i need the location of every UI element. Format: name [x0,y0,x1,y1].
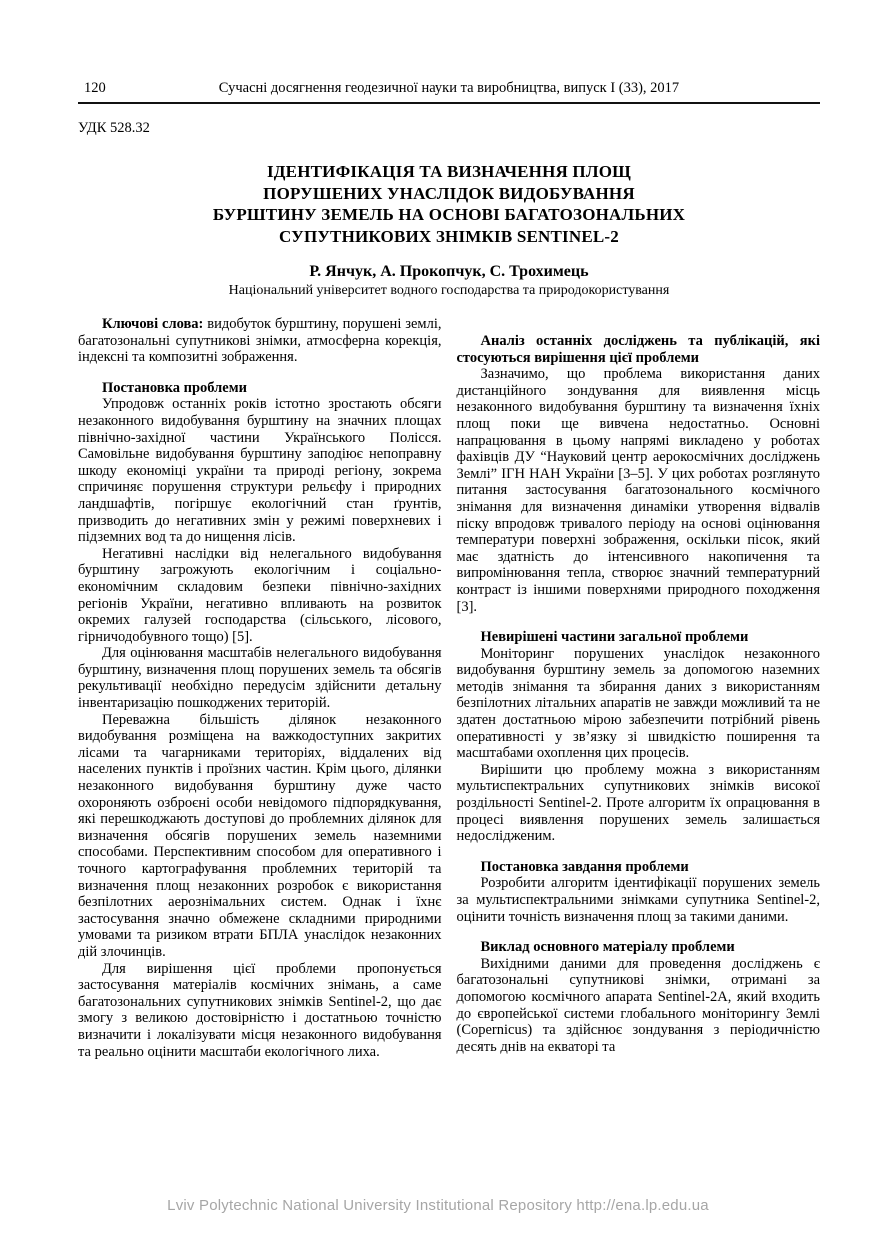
journal-title: Сучасні досягнення геодезичної науки та виробництва, випуск І (33), 2017 [218,80,680,96]
section-heading-task-statement: Постановка завдання проблеми [480,858,689,875]
running-head [78,80,820,104]
section-heading-recent-research: Аналіз останніх досліджень та публікацій, які стосуються вирішення цієї проблеми [456,333,820,366]
affiliation: Національний університет водного господарства та природокористування [228,283,670,298]
column-left [78,316,442,1060]
paragraph: Моніторинг порушених унаслідок незаконного видобування бурштину земель за допомогою наземних методів знімання та збирання даних з використанням безпілотних літальних апаратів не завжди можливий та не здатен достатньою мірою забезпечити потрібний рівень оперативності у зв’язку зі швидкістю поширення та масштабами охоплення цих процесів. [456,645,820,762]
two-column-body [78,316,820,1060]
paragraph: Негативні наслідки від нелегального видобування бурштину загрожують екологічним і соціально-економічним складовим безпеки північно-західних регіонів України, негативно впливають на розвиток окремих галузей господарства (сільського, лісового, гірничодобувного тощо) [5]. [78,545,442,645]
title-line: СУПУТНИКОВИХ ЗНІМКІВ SENTINEL-2 [279,226,619,246]
keywords-text: видобуток бурштину, порушені землі, багатозональні супутникові знімки, атмосферна корекція, індексні та композитні зображення. [78,316,442,366]
paragraph: Розробити алгоритм ідентифікації порушених земель за мультиспектральними знімками супутника Sentinel-2, оцінити точність визначення площ за такими даними. [456,875,820,925]
paragraph: Вихідними даними для проведення досліджень є багатозональні супутникові знімки, отримані за допомогою космічного апарата Sentinel-2A, який входить до європейської системи глобального моніторингу Землі (Copernicus) та здійснює зондування з періодичністю десять днів на екваторі та [456,955,820,1055]
section-heading-main-material: Виклад основного матеріалу проблеми [480,939,735,956]
paragraph: Вирішити цю проблему можна з використанням мультиспектральних супутникових знімків високої роздільності Sentinel-2. Проте алгоритм їх опрацювання в процесі виявлення порушених земель залишається недослідженим. [456,761,820,845]
column-right [457,316,821,1060]
paragraph: Для вирішення цієї проблеми пропонується застосування матеріалів космічних знімань, а саме багатозональних супутникових знімків Sentinel-2, що дає змогу з великою достовірністю і достатньою точністю визначити і локалізувати місця незаконного видобування та реально оцінити масштаби екологічного лиха. [78,960,442,1060]
keywords-paragraph [78,316,442,366]
section-heading-problem-statement: Постановка проблеми [102,379,247,396]
paragraph: Упродовж останніх років істотно зростають обсяги незаконного видобування бурштину на значних площах північно-західної частини Українського Полісся. Самовільне видобування бурштину заподіює непоправну шкоду економіці україни та природі регіону, зокрема спричиняє порушення структури рельєфу і природних ландшафтів, погіршує екологічний стан ґрунтів, призводить до негативних змін у режимі поверхневих і підземних вод та до нищення лісів. [78,396,442,546]
repository-footer: Lviv Polytechnic National University Institutional Repository http://ena.lp.edu.ua [167,1197,709,1214]
udc-code: УДК 528.32 [78,120,150,136]
title-line: ІДЕНТИФІКАЦІЯ ТА ВИЗНАЧЕННЯ ПЛОЩ [266,162,632,181]
title-line: БУРШТИНУ ЗЕМЕЛЬ НА ОСНОВІ БАГАТОЗОНАЛЬНИХ [212,205,686,224]
article-title [78,161,820,247]
page-number: 120 [84,80,106,96]
keywords-label: Ключові слова: [102,316,204,332]
paragraph: Зазначимо, що проблема використання даних дистанційного зондування для виявлення місць незаконного видобування бурштину та визначення їхніх площ поки ще вивчена недостатньо. Основні напрацювання в цьому напрямі викладено у роботах фахівців ДУ “Науковий центр аерокосмічних досліджень Землі” ІГН НАН України [3–5]. У цих роботах розглянуто питання застосування багатозонального космічного знімання для визначення динаміки утворення відвалів піску впродовж тривалого періоду на основі оцінювання температури поверхні зображення, оскільки пісок, який має здатність до інтенсивного накопичення та випромінювання тепла, створює значний температурний контраст із іншими поверхнями природного походження [3]. [456,366,820,615]
paragraph: Переважна більшість ділянок незаконного видобування розміщена на важкодоступних закритих лісами та чагарниками територіях, віддалених від населених пунктів і проїзних частин. Крім цього, ділянки незаконного видобування бурштину дуже часто охороняють озброєні особи невідомого підпорядкування, які перешкоджають доступові до проблемних ділянок для визначення обсягів порушених земель наземними способами. Перспективним способом для оперативного і точного картографування проблемних територій та визначення площ незаконних розробок є використання безпілотних аерознімальних систем. Однак і їхнє застосування значно обмежене складними природними умовами та ризиком втрати БПЛА унаслідок незаконних дій злочинців. [78,711,442,960]
authors: Р. Янчук, А. Прокопчук, С. Трохимець [309,263,589,280]
title-line: ПОРУШЕНИХ УНАСЛІДОК ВИДОБУВАННЯ [263,183,635,203]
section-heading-unsolved-parts: Невирішені частини загальної проблеми [480,629,749,646]
paragraph: Для оцінювання масштабів нелегального видобування бурштину, визначення площ порушених земель та обсягів рекультивації необхідно передусім здійснити детальну інвентаризацію пошкоджених територій. [78,645,442,712]
